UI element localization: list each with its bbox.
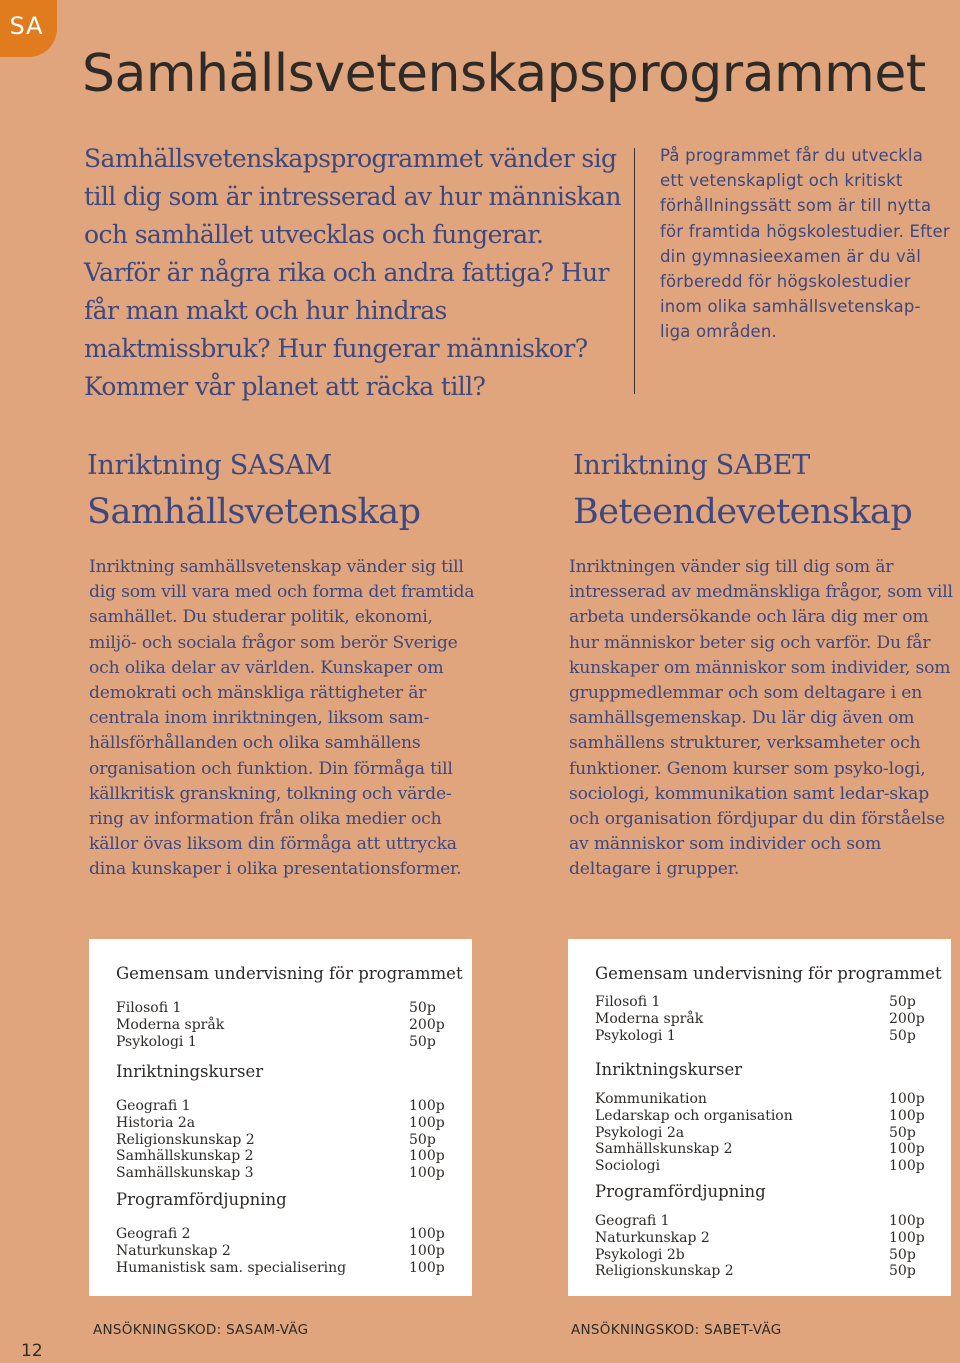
course-row bbox=[595, 1158, 941, 1175]
course-name: Samhällskunskap 3 bbox=[116, 1165, 254, 1182]
course-points: 100p bbox=[409, 1242, 445, 1259]
course-name: Geografi 1 bbox=[595, 1213, 670, 1229]
course-row bbox=[595, 1028, 941, 1045]
course-row bbox=[116, 1132, 462, 1149]
course-name: Moderna språk bbox=[595, 1010, 704, 1027]
section-badge-label: SA bbox=[9, 11, 44, 40]
course-points: 50p bbox=[409, 1033, 436, 1050]
course-row bbox=[116, 1115, 462, 1132]
section-badge bbox=[0, 0, 57, 57]
course-name: Moderna språk bbox=[116, 1016, 225, 1033]
sasam-subheading: Inriktning SASAM bbox=[87, 450, 332, 481]
course-points: 100p bbox=[409, 1165, 445, 1182]
course-name: Kommunikation bbox=[595, 1091, 707, 1107]
course-row bbox=[116, 1034, 462, 1051]
course-points: 200p bbox=[889, 1010, 925, 1027]
course-points: 50p bbox=[409, 1000, 436, 1016]
course-row bbox=[116, 1165, 462, 1182]
course-name: Naturkunskap 2 bbox=[595, 1229, 710, 1246]
sasam-track-list bbox=[116, 1098, 462, 1182]
sasam-heading: Samhällsvetenskap bbox=[87, 492, 421, 532]
course-row bbox=[595, 1011, 941, 1028]
sasam-track-title: Inriktningskurser bbox=[116, 1062, 264, 1081]
course-row bbox=[116, 1226, 462, 1243]
course-points: 100p bbox=[409, 1148, 445, 1165]
course-row bbox=[116, 1098, 462, 1115]
course-name: Ledarskap och organisation bbox=[595, 1107, 793, 1124]
course-name: Sociologi bbox=[595, 1158, 661, 1175]
course-name: Humanistisk sam. specialisering bbox=[116, 1259, 347, 1276]
course-name: Psykologi 2a bbox=[595, 1124, 685, 1141]
course-row bbox=[595, 1125, 941, 1142]
course-points: 50p bbox=[889, 1124, 916, 1141]
course-row bbox=[595, 1230, 941, 1247]
course-points: 100p bbox=[889, 1107, 925, 1124]
sasam-deep-title: Programfördjupning bbox=[116, 1190, 287, 1209]
course-points: 100p bbox=[889, 1158, 925, 1175]
page-number: 12 bbox=[21, 1341, 43, 1361]
page-title: Samhällsvetenskapsprogrammet bbox=[82, 44, 926, 104]
sabet-course-box bbox=[568, 939, 951, 1296]
sabet-deep-title: Programfördjupning bbox=[595, 1182, 766, 1201]
course-points: 100p bbox=[409, 1259, 445, 1276]
course-name: Psykologi 1 bbox=[595, 1027, 676, 1044]
course-name: Samhällskunskap 2 bbox=[116, 1148, 254, 1165]
course-name: Geografi 1 bbox=[116, 1098, 191, 1114]
course-row bbox=[116, 1000, 462, 1017]
course-name: Religionskunskap 2 bbox=[595, 1263, 734, 1280]
course-row bbox=[595, 1247, 941, 1264]
course-name: Samhällskunskap 2 bbox=[595, 1141, 733, 1158]
sasam-deep-list bbox=[116, 1226, 462, 1276]
course-row bbox=[116, 1017, 462, 1034]
sabet-application-code: ANSÖKNINGSKOD: SABET-VÄG bbox=[571, 1322, 782, 1338]
course-points: 100p bbox=[889, 1229, 925, 1246]
sabet-common-list bbox=[595, 994, 941, 1044]
course-row bbox=[595, 1108, 941, 1125]
course-name: Geografi 2 bbox=[116, 1226, 191, 1242]
sabet-track-list bbox=[595, 1091, 941, 1175]
course-points: 50p bbox=[889, 1027, 916, 1044]
course-points: 50p bbox=[889, 1263, 916, 1280]
sasam-course-box bbox=[89, 939, 472, 1296]
sabet-common-title: Gemensam undervisning för programmet bbox=[595, 964, 942, 983]
intro-text: Samhällsvetenskapsprogrammet vänder sig till dig som är intresserad av hur människan och samhället utvecklas och fungerar. Varför är några rika och andra fattiga? Hur får man makt och hur hindras maktmissbruk? Hur fungerar människor? Kommer vår planet att räcka till? bbox=[84, 144, 621, 401]
sasam-common-title: Gemensam undervisning för programmet bbox=[116, 964, 463, 983]
sabet-subheading: Inriktning SABET bbox=[573, 450, 810, 481]
course-name: Historia 2a bbox=[116, 1114, 196, 1131]
course-row bbox=[595, 1213, 941, 1230]
course-row bbox=[595, 994, 941, 1011]
course-points: 200p bbox=[409, 1016, 445, 1033]
course-points: 100p bbox=[409, 1098, 445, 1114]
course-row bbox=[116, 1148, 462, 1165]
course-points: 50p bbox=[889, 1246, 916, 1263]
sasam-application-code: ANSÖKNINGSKOD: SASAM-VÄG bbox=[93, 1322, 309, 1338]
course-points: 100p bbox=[409, 1226, 445, 1242]
course-row bbox=[116, 1260, 462, 1277]
vertical-divider bbox=[634, 148, 635, 394]
sabet-description: Inriktningen vänder sig till dig som är intresserad av medmänskliga frågor, som vill arbeta undersökande och lära dig mer om hur människor beter sig och varför. Du får kunskaper om människor som individer, som gruppmedlemmar och som deltagare i en samhällsgemenskap. Du lär dig även om samhällens strukturer, verksamheter och funktioner. Genom kurser som psyko-logi, sociologi, kommunikation samt ledar-skap och organisation fördjupar du din förståelse av människor som individer och som deltagare i grupper. bbox=[569, 557, 953, 880]
course-name: Naturkunskap 2 bbox=[116, 1242, 231, 1259]
course-points: 50p bbox=[889, 994, 916, 1010]
aside-text: På programmet får du utveckla ett vetenskapligt och kritiskt förhållningssätt som är till nytta för framtida högskolestudier. Efter din gymnasieexamen är du väl förberedd för högskolestudier inom olika samhällsvetenskap-liga områden. bbox=[660, 146, 950, 342]
course-row bbox=[595, 1263, 941, 1280]
course-name: Religionskunskap 2 bbox=[116, 1131, 255, 1148]
course-points: 50p bbox=[409, 1131, 436, 1148]
course-row bbox=[116, 1243, 462, 1260]
course-points: 100p bbox=[409, 1114, 445, 1131]
course-points: 100p bbox=[889, 1091, 925, 1107]
sabet-heading: Beteendevetenskap bbox=[573, 492, 913, 532]
course-name: Filosofi 1 bbox=[595, 994, 661, 1010]
sabet-deep-list bbox=[595, 1213, 941, 1280]
course-name: Psykologi 1 bbox=[116, 1033, 197, 1050]
course-points: 100p bbox=[889, 1141, 925, 1158]
sasam-description: Inriktning samhällsvetenskap vänder sig till dig som vill vara med och forma det framtida samhället. Du studerar politik, ekonomi, miljö- och sociala frågor som berör Sverige och olika delar av världen. Kunskaper om demokrati och mänskliga rättigheter är centrala inom inriktningen, liksom sam-hällsförhållanden och olika samhällens organisation och funktion. Din förmåga till källkritisk granskning, tolkning och värde-ring av information från olika medier och källor övas liksom din förmåga att uttrycka dina kunskaper i olika presentationsformer. bbox=[89, 557, 475, 880]
course-points: 100p bbox=[889, 1213, 925, 1229]
course-name: Filosofi 1 bbox=[116, 1000, 182, 1016]
sasam-common-list bbox=[116, 1000, 462, 1050]
sabet-track-title: Inriktningskurser bbox=[595, 1060, 743, 1079]
course-name: Psykologi 2b bbox=[595, 1246, 685, 1263]
course-row bbox=[595, 1141, 941, 1158]
course-row bbox=[595, 1091, 941, 1108]
